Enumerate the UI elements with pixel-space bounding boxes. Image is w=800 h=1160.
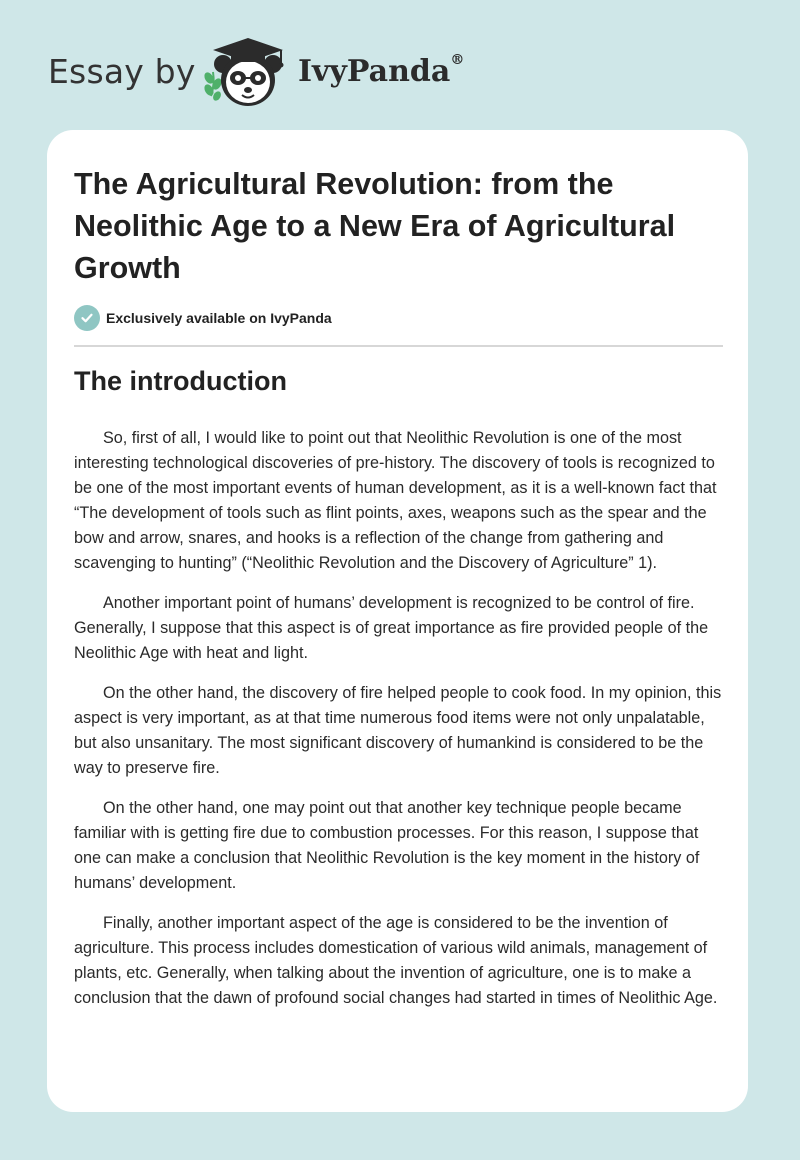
brand-name[interactable]: IvyPanda® — [298, 52, 465, 89]
essay-title: The Agricultural Revolution: from the Neolithic Age to a New Era of Agricultural Growth — [74, 167, 676, 285]
site-header — [48, 34, 548, 114]
paragraph: On the other hand, one may point out that another key technique people became familiar with is getting fire due to combustion processes. For this reason, I suppose that one can make a conclusion that Neolithic Revolution is the key moment in the history of humans’ development. — [74, 799, 700, 892]
check-circle-icon — [74, 305, 100, 331]
paragraph: So, first of all, I would like to point out that Neolithic Revolution is one of the most interesting technological discoveries of pre-history. The discovery of tools is recognized to be one of the most important events of human development, as it is a well-known fact that “The development of tools such as flint points, axes, weapons such as the spear and the bow and arrow, snares, and hooks is a reflection of the change from gathering and scavenging to hunting” (“Neolithic Revolution and the Discovery of Agriculture” 1). — [74, 429, 717, 572]
essay-by-label: Essay by — [48, 52, 196, 91]
panda-graduate-icon[interactable] — [201, 34, 293, 110]
paragraph: Another important point of humans’ development is recognized to be control of fire. Generally, I suppose that this aspect is of great importance as fire provided people of the Neolithic Age with heat and light. — [74, 594, 709, 662]
paragraph: On the other hand, the discovery of fire helped people to cook food. In my opinion, this aspect is very important, as at that time numerous food items were not only unpalatable, but also unsanitary. The most significant discovery of humankind is considered to be the way to preserve fire. — [74, 684, 722, 777]
exclusive-badge — [74, 305, 332, 331]
exclusive-badge-label: Exclusively available on IvyPanda — [106, 310, 332, 326]
section-heading: The introduction — [74, 366, 287, 396]
essay-body — [74, 426, 726, 1026]
paragraph: Finally, another important aspect of the age is considered to be the invention of agriculture. This process includes domestication of various wild animals, management of plants, etc. Generally, when talking about the invention of agriculture, one is to make a conclusion that the dawn of profound social changes had started in times of Neolithic Age. — [74, 914, 718, 1007]
title-divider — [74, 345, 723, 347]
essay-card — [47, 130, 748, 1112]
